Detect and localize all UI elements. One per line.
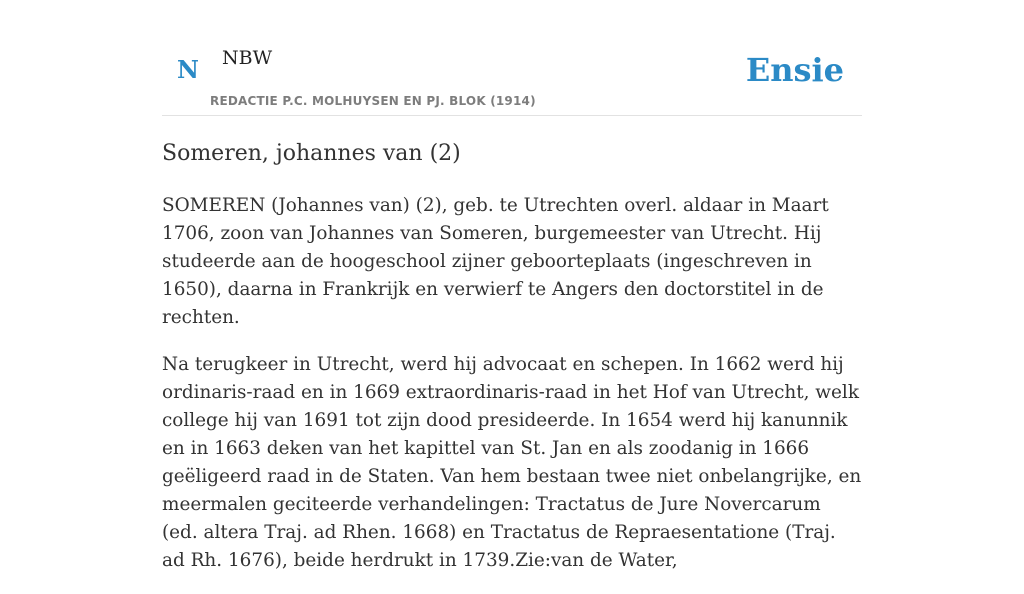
source-name-link[interactable]: NBW: [222, 47, 273, 69]
article-paragraph: SOMEREN (Johannes van) (2), geb. te Utrechten overl. aldaar in Maart 1706, zoon van Johannes van Someren, burgemeester van Utrecht. Hij studeerde aan de hoogeschool zijner geboorteplaats (ingeschreven in 1650), daarna in Frankrijk en verwierf te Angers den doctorstitel in de rechten.: [162, 195, 829, 328]
article-paragraph: Na terugkeer in Utrecht, werd hij advocaat en schepen. In 1662 werd hij ordinaris-raad en in 1669 extraordinaris-raad in het Hof van Utrecht, welk college hij van 1691 tot zijn dood presideerde. In 1654 werd hij kanunnik en in 1663 deken van het kapittel van St. Jan en als zoodanig in 1666 geëligeerd raad in de Staten. Van hem bestaan twee niet onbelangrijke, en meermalen geciteerde verhandelingen: Tractatus de Jure Novercarum (ed. altera Traj. ad Rhen. 1668) en Tractatus de Repraesentatione (Traj. ad Rh. 1676), beide herdrukt in 1739.Zie:van de Water,: [162, 354, 862, 571]
source-header: [162, 0, 862, 116]
source-logo[interactable]: N: [177, 55, 199, 84]
brand-logo-link[interactable]: Ensie: [745, 51, 844, 89]
source-subtitle: REDACTIE P.C. MOLHUYSEN EN PJ. BLOK (1914): [210, 94, 536, 108]
article-body: [162, 192, 862, 594]
article-title: Someren, johannes van (2): [162, 141, 461, 166]
